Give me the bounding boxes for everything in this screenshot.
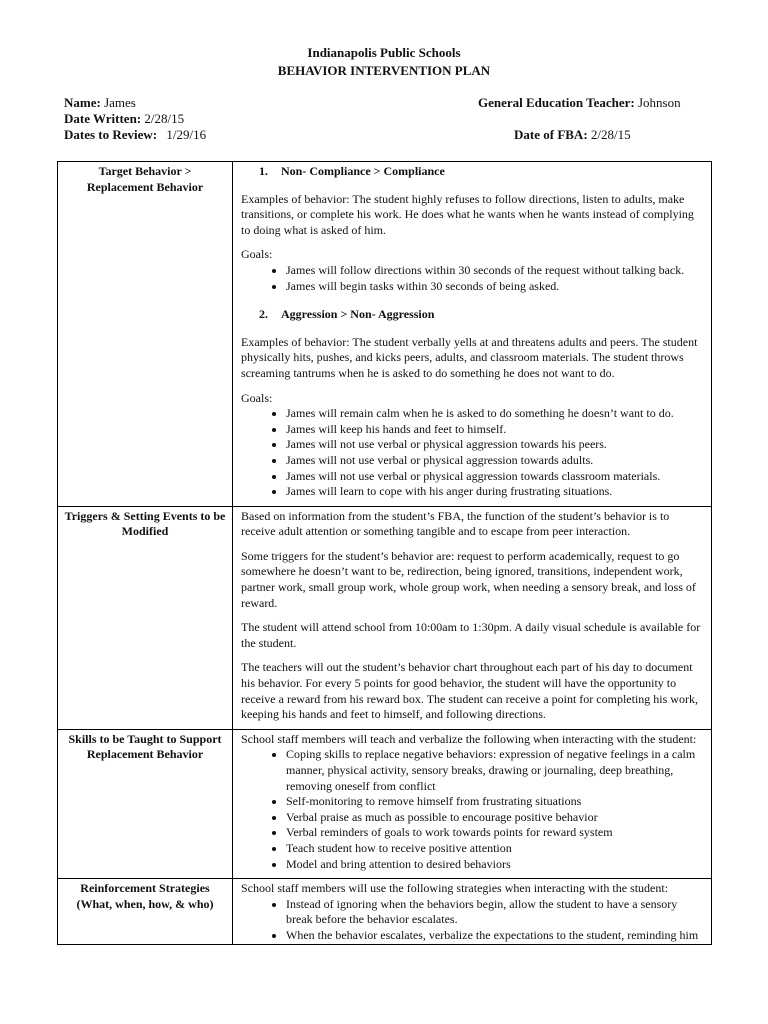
table-row — [58, 162, 712, 507]
skills-list — [241, 747, 705, 872]
list-item: • James will follow directions within 30 seconds of the request without talking back. — [286, 263, 705, 279]
behavior-examples: Examples of behavior: The student highly refuses to follow directions, listen to adults, make transitions, or complete his work. He does what he wants when he wants instead of complying to doing what is asked of him. — [241, 191, 694, 237]
paragraph: The teachers will out the student’s behavior chart throughout each part of his day to document his behavior. For every 5 points for good behavior, the student will have the opportunity to receive a reward from his reward box. The student can receive a point for completing his work, keeping his hands and feet to himself, and following directions. — [241, 660, 698, 722]
dates-to-review — [64, 127, 206, 143]
paragraph: The student will attend school from 10:00am to 1:30pm. A daily visual schedule is available for the student. — [241, 620, 701, 650]
list-item: • James will learn to cope with his anger during frustrating situations. — [286, 484, 705, 500]
list-item: • When the behavior escalates, verbalize the expectations to the student, reminding him — [286, 928, 705, 944]
list-item: • James will not use verbal or physical aggression towards classroom materials. — [286, 469, 705, 485]
name-value: James — [104, 95, 136, 110]
behavior-title: Non- Compliance > Compliance — [281, 164, 445, 178]
list-item: • Instead of ignoring when the behaviors begin, allow the student to have a sensory break before the behavior escalates. — [286, 897, 705, 928]
behavior-number: 2. — [259, 307, 268, 322]
section-intro: School staff members will use the following strategies when interacting with the student: — [241, 881, 669, 896]
document-title: BEHAVIOR INTERVENTION PLAN — [277, 63, 491, 78]
student-name — [64, 95, 136, 111]
date-written-value: 2/28/15 — [144, 111, 185, 126]
list-item: • James will begin tasks within 30 seconds of being asked. — [286, 279, 705, 295]
paragraph: Based on information from the student’s FBA, the function of the student’s behavior is to receive adult attention or something tangible and to escape from peer interaction. — [241, 508, 670, 539]
row-content — [233, 506, 712, 729]
review-value: 1/29/16 — [166, 127, 207, 142]
section-intro: School staff members will teach and verbalize the following when interacting with the student: — [241, 731, 697, 746]
list-item: • Coping skills to replace negative behaviors: expression of negative feelings in a calm manner, physical activity, sensory breaks, drawing or journaling, deep breathing, removing oneself from conflict — [286, 747, 705, 794]
list-item: • Verbal praise as much as possible to encourage positive behavior — [286, 810, 705, 826]
review-label: Dates to Review: — [64, 127, 158, 142]
teacher-label: General Education Teacher: — [478, 95, 635, 110]
row-label: Skills to be Taught to Support Replacement Behavior — [58, 729, 233, 878]
list-item: • James will keep his hands and feet to himself. — [286, 422, 705, 438]
teacher-value: Johnson — [637, 95, 681, 110]
goals-label: Goals: — [241, 390, 273, 405]
teacher — [478, 95, 681, 111]
row-content — [233, 162, 712, 507]
list-item: • Verbal reminders of goals to work towards points for reward system — [286, 825, 705, 841]
fba-value: 2/28/15 — [590, 127, 631, 142]
behavior-examples: Examples of behavior: The student verbally yells at and threatens adults and peers. The student physically hits, pushes, and kicks peers, adults, and classroom materials. The student throws screaming tantrums when he is asked to do something he does not want to do. — [241, 334, 698, 380]
fba-label: Date of FBA: — [514, 127, 588, 142]
behavior-number: 1. — [259, 164, 268, 178]
goals-list — [241, 406, 705, 500]
row-content — [233, 729, 712, 878]
table-row — [58, 506, 712, 729]
list-item: • James will remain calm when he is asked to do something he doesn’t want to do. — [286, 406, 705, 422]
strategies-list — [241, 897, 705, 944]
row-label: Reinforcement Strategies (What, when, how, & who) — [58, 879, 233, 944]
behavior-heading — [241, 307, 705, 323]
row-content — [233, 879, 712, 944]
paragraph: Some triggers for the student’s behavior are: request to perform academically, request to go somewhere he doesn’t want to be, redirection, being ignored, transitions, independent work, partner work, small group work, whole group work, when needing a sensory break, and loss of reward. — [241, 548, 696, 610]
table-row — [58, 729, 712, 878]
date-written-label: Date Written: — [64, 111, 142, 126]
list-item: • James will not use verbal or physical aggression towards his peers. — [286, 437, 705, 453]
list-item: • Model and bring attention to desired behaviors — [286, 857, 705, 873]
behavior-title: Aggression > Non- Aggression — [281, 307, 435, 322]
goals-label: Goals: — [241, 247, 273, 262]
plan-table — [57, 161, 712, 945]
list-item: • Teach student how to receive positive attention — [286, 841, 705, 857]
school-name: Indianapolis Public Schools — [307, 45, 461, 60]
row-label: Target Behavior > Replacement Behavior — [58, 162, 233, 507]
list-item: • Self-monitoring to remove himself from frustrating situations — [286, 794, 705, 810]
date-of-fba — [514, 127, 631, 143]
goals-list — [241, 263, 705, 294]
list-item: • James will not use verbal or physical aggression towards adults. — [286, 453, 705, 469]
date-written — [64, 111, 184, 127]
behavior-heading — [241, 164, 705, 180]
name-label: Name: — [64, 95, 101, 110]
row-label: Triggers & Setting Events to be Modified — [58, 506, 233, 729]
table-row — [58, 879, 712, 944]
